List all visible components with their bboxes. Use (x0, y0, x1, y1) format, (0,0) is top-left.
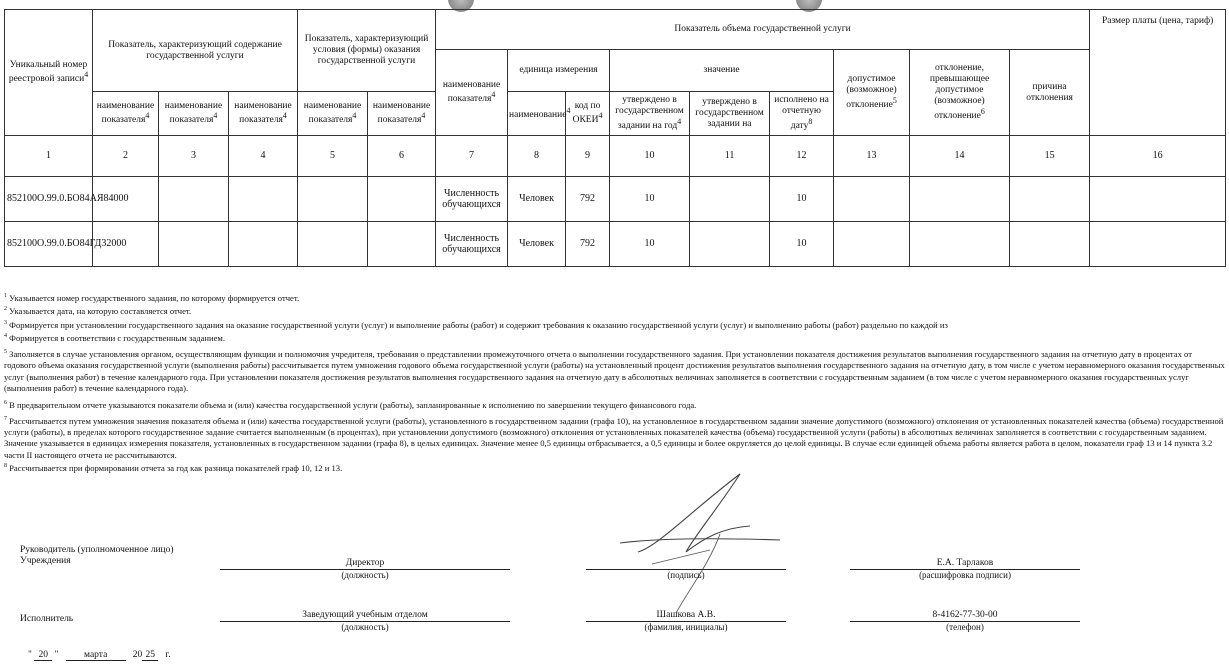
executor-position-value: Заведующий учебным отделом (220, 609, 510, 622)
approved-year-value: 10 (610, 222, 690, 267)
header-deviation-reason: причина отклонения (1010, 50, 1090, 136)
registry-code: 852100О.99.0.БО84ГД32000 (5, 222, 93, 267)
empty-cell (1010, 222, 1090, 267)
executor-name-field (586, 609, 786, 633)
phone-caption: (телефон) (946, 622, 984, 632)
table-row (5, 222, 1226, 267)
column-number: 2 (93, 136, 159, 177)
empty-cell (159, 177, 229, 222)
okei-code: 792 (566, 222, 610, 267)
empty-cell (1090, 222, 1226, 267)
phone-value: 8-4162-77-30-00 (850, 609, 1080, 622)
executor-position-caption: (должность) (341, 622, 389, 632)
empty-cell (368, 222, 436, 267)
footnote-2: $^2$ Указывается дата, на которую составляется отчет. (4, 306, 192, 317)
empty-cell (690, 222, 770, 267)
date-quote-open: " (28, 650, 32, 660)
done-value: 10 (770, 222, 834, 267)
header-approved-date: утверждено в государственном задании на (690, 92, 770, 136)
table-row (5, 177, 1226, 222)
empty-cell (298, 222, 368, 267)
position-caption: (должность) (341, 570, 389, 580)
footnote-7: $^7$ Рассчитывается путем умножения значения показателя объема и (или) качества государственной услуги (работы), установленного в государственном задании (графа 10), на установленное в государственном задании значение допустимого (возможного) отклонения от установленных показателей качества (объема) государственной услуги (работы), в пределах которого государственное задание считается выполненным (в процентах), при установлении допустимого (возможного) отклонения от установленных показателей качества (объема) государственной услуги (работы) в абсолютных величинах заполняется в соответствии с государственным заданием. Значение указывается в единицах измерения показателя, установленных в государственном задании (графа 8), в целых единицах. Значение менее 0,5 единицы отбрасывается, а 0,5 единицы и более округляется до целой единицы. В случае если единицей объема работы является работа в целом, показатели граф 13 и 14 пункта 3.2 части II настоящего отчета не рассчитываются. (4, 415, 1224, 460)
column-number: 7 (436, 136, 508, 177)
executor-position-field (220, 609, 510, 633)
header-indicator-name: наименование показателя$^4$ (436, 50, 508, 136)
column-number: 15 (1010, 136, 1090, 177)
unit-name: Человек (508, 177, 566, 222)
empty-cell (159, 222, 229, 267)
signature-field (586, 557, 786, 581)
unit-name: Человек (508, 222, 566, 267)
signature-value (586, 557, 786, 570)
approved-year-value: 10 (610, 177, 690, 222)
header-exceeding-deviation: отклонение, превышающее допустимое (возможное) отклонение$^6$ (910, 50, 1010, 136)
column-number: 3 (159, 136, 229, 177)
empty-cell (1090, 177, 1226, 222)
done-value: 10 (770, 177, 834, 222)
header-unique-number: Уникальный номер реестровой записи$^4$ (5, 10, 93, 136)
header-volume-indicator: Показатель объема государственной услуги (436, 10, 1090, 50)
empty-cell (229, 177, 298, 222)
executor-label: Исполнитель (20, 614, 74, 624)
header-content-name-1: наименование показателя$^4$ (93, 92, 159, 136)
phone-field (850, 609, 1080, 633)
footnote-3: $^3$ Формируется при установлении государственного задания на оказание государственной услуги (услуг) и выполнение работы (работ) и содержит требования к оказанию государственной услуги (услуг) и выполнению работы (работ) раздельно по каждой из (4, 319, 948, 330)
registry-code: 852100О.99.0.БО84АЯ84000 (5, 177, 93, 222)
header-content-indicator: Показатель, характеризующий содержание государственной услуги (93, 10, 298, 92)
header-conditions-name-1: наименование показателя$^4$ (298, 92, 368, 136)
column-number: 9 (566, 136, 610, 177)
volume-indicators-table (4, 9, 1226, 267)
signature-caption: (подпись) (667, 570, 705, 580)
footnote-5: $^5$ Заполняется в случае установления органом, осуществляющим функции и полномочия учредителя, требования о представлении промежуточного отчета о выполнении государственного задания. При установлении показателя достижения результатов выполнения государственного задания на отчетную дату в процентах от годового объема оказания государственной услуги (выполнения работы) рассчитывается путем умножения годового объема государственной услуги (работы) на установленный процент достижения результатов выполнения государственного задания на отчетную дату, в том числе с учетом неравномерного оказания государственных услуг (выполнения работ) в течение календарного года. При установлении показателя достижения результатов выполнения государственного задания на отчетную дату в абсолютных величинах заполняется в соответствии с государственным заданием (в том числе с учетом неравномерного оказания государственных услуг (выполнения работ) в течение календарного года). (4, 348, 1225, 394)
head-label: Руководитель (уполномоченное лицо) Учреждения (20, 545, 174, 566)
executor-name-caption: (фамилия, инициалы) (644, 622, 728, 632)
header-fee: Размер платы (цена, тариф) (1090, 10, 1226, 136)
column-number: 4 (229, 136, 298, 177)
column-number: 13 (834, 136, 910, 177)
empty-cell (910, 177, 1010, 222)
header-done: исполнено на отчетную дату$^8$ (770, 92, 834, 136)
column-number: 5 (298, 136, 368, 177)
header-content-name-2: наименование показателя$^4$ (159, 92, 229, 136)
okei-code: 792 (566, 177, 610, 222)
empty-cell (834, 222, 910, 267)
head-name-caption: (расшифровка подписи) (919, 570, 1011, 580)
empty-cell (690, 177, 770, 222)
column-number: 8 (508, 136, 566, 177)
empty-cell (834, 177, 910, 222)
column-number: 11 (690, 136, 770, 177)
empty-cell (298, 177, 368, 222)
header-unit: единица измерения (508, 50, 610, 92)
column-number: 10 (610, 136, 690, 177)
footnote-4: $^4$ Формируется в соответствии с государственным заданием. (4, 332, 225, 343)
position-field (220, 557, 510, 581)
footnote-6: $^6$ В предварительном отчете указываются показатели объема и (или) качества государственной услуги (работы), запланированные к исполнению по завершении текущего финансового года. (4, 399, 697, 410)
handwritten-signature (600, 468, 800, 618)
column-number: 12 (770, 136, 834, 177)
date-month: марта (66, 650, 126, 661)
header-unit-name: наименование$^4$ (508, 92, 566, 136)
empty-cell (910, 222, 1010, 267)
header-content-name-3: наименование показателя$^4$ (229, 92, 298, 136)
indicator-name: Численность обучающихся (436, 177, 508, 222)
position-value: Директор (220, 557, 510, 570)
indicator-name: Численность обучающихся (436, 222, 508, 267)
head-name-value: Е.А. Тарлаков (850, 557, 1080, 570)
empty-cell (229, 222, 298, 267)
report-date (28, 650, 171, 661)
column-numbers-row (5, 136, 1226, 177)
header-allowed-deviation: допустимое (возможное) отклонение$^5$ (834, 50, 910, 136)
date-year: 25 (142, 650, 158, 661)
header-conditions-name-2: наименование показателя$^4$ (368, 92, 436, 136)
column-number: 6 (368, 136, 436, 177)
executor-name-value: Шашкова А.В. (586, 609, 786, 622)
date-quote-close: " (54, 650, 59, 660)
footnotes (4, 291, 1225, 478)
date-suffix: г. (165, 650, 171, 660)
head-name-field (850, 557, 1080, 581)
footnote-1: $^1$ Указывается номер государственного задания, по которому формируется отчет. (4, 292, 300, 303)
footnote-8: $^8$ Рассчитывается при формировании отчета за год как разница показателей граф 10, 12 и 13. (4, 463, 343, 474)
column-number: 16 (1090, 136, 1226, 177)
date-year-prefix: 20 (132, 650, 143, 660)
date-day: 20 (34, 650, 52, 661)
column-number: 14 (910, 136, 1010, 177)
header-value: значение (610, 50, 834, 92)
header-conditions-indicator: Показатель, характеризующий условия (формы) оказания государственной услуги (298, 10, 436, 92)
column-number: 1 (5, 136, 93, 177)
header-okei-code: код по ОКЕИ$^4$ (566, 92, 610, 136)
empty-cell (368, 177, 436, 222)
empty-cell (1010, 177, 1090, 222)
header-approved-year: утверждено в государственном задании на год$^4$ (610, 92, 690, 136)
